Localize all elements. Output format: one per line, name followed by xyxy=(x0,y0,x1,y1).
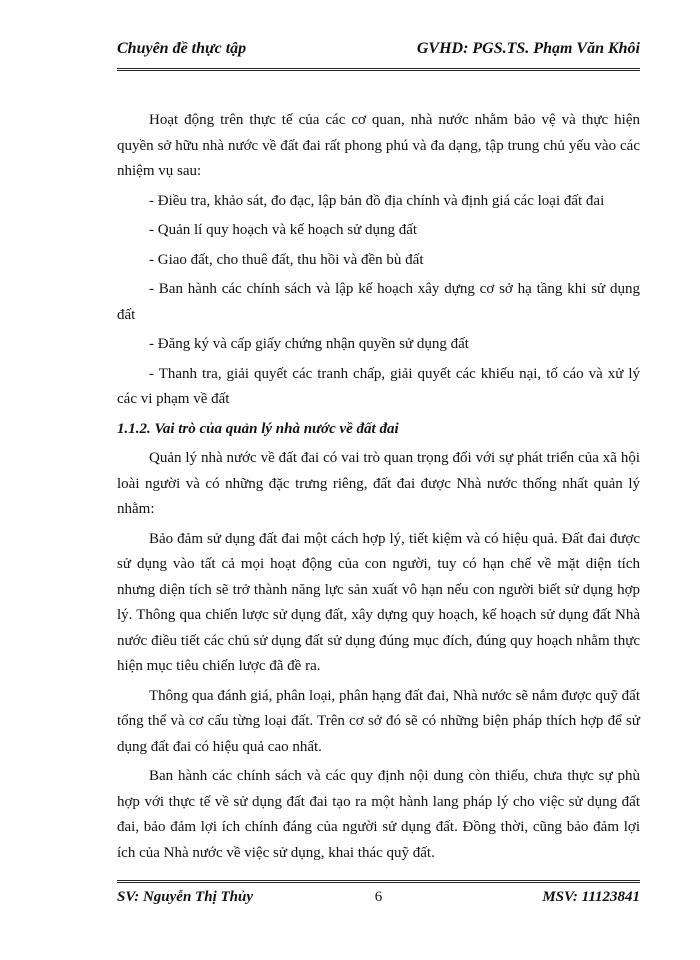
list-item: - Ban hành các chính sách và lập kế hoạch xây dựng cơ sở hạ tầng khi sử dụng đất xyxy=(117,281,640,323)
header-advisor: GVHD: PGS.TS. Phạm Văn Khôi xyxy=(416,40,640,57)
list-item: - Đăng ký và cấp giấy chứng nhận quyền sử dụng đất xyxy=(149,336,469,352)
list-item: - Điều tra, khảo sát, đo đạc, lập bản đồ địa chính và định giá các loại đất đai xyxy=(149,192,605,209)
list-item: - Quản lí quy hoạch và kế hoạch sử dụng đất xyxy=(149,222,418,238)
list-item: - Giao đất, cho thuê đất, thu hồi và đền bù đất xyxy=(149,251,424,268)
page-number: 6 xyxy=(374,889,383,905)
document-body xyxy=(117,108,640,866)
section-heading: 1.1.2. Vai trò của quản lý nhà nước về đất đai xyxy=(117,420,399,437)
page-header xyxy=(117,36,640,71)
body-paragraph: Ban hành các chính sách và các quy định nội dung còn thiếu, chưa thực sự phù hợp với thực tế về sử dụng đất đai tạo ra một hành lang pháp lý cho việc sử dụng đất đai, bảo đảm lợi ích chính đáng của người sử dụng đất. Đồng thời, cũng bảo đảm lợi ích của Nhà nước về việc sử dụng, khai thác quỹ đất. xyxy=(117,768,640,861)
page-footer xyxy=(117,880,640,913)
list-item: - Thanh tra, giải quyết các tranh chấp, giải quyết các khiếu nại, tố cáo và xử lý các vi phạm về đất xyxy=(117,365,640,407)
footer-student: SV: Nguyễn Thị Thủy xyxy=(117,889,253,905)
body-paragraph: Thông qua đánh giá, phân loại, phân hạng đất đai, Nhà nước sẽ nắm được quỹ đất tổng thể và cơ cấu từng loại đất. Trên cơ sở đó sẽ có những biện pháp thích hợp để sử dụng đất đai có hiệu quả cao nhất. xyxy=(117,687,640,755)
footer-student-id: MSV: 11123841 xyxy=(542,889,640,905)
body-paragraph: Quản lý nhà nước về đất đai có vai trò quan trọng đối với sự phát triển của xã hội loài người và có những đặc trưng riêng, đất đai được Nhà nước thống nhất quản lý nhằm: xyxy=(117,450,640,517)
header-title: Chuyên đề thực tập xyxy=(117,40,247,57)
body-paragraph: Bảo đảm sử dụng đất đai một cách hợp lý, tiết kiệm và có hiệu quả. Đất đai được sử dụng vào tất cả mọi hoạt động của con người, tuy có hạn chế về mặt diện tích nhưng diện tích sẽ trở thành năng lực sản xuất vô hạn nếu con người biết sử dụng hợp lý. Thông qua chiến lược sử dụng đất, xây dựng quy hoạch, kế hoạch sử dụng đất Nhà nước điều tiết các chủ sử dụng đất sử dụng đúng mục đích, đúng quy hoạch nhằm thực hiện mục tiêu chiến lược đã đề ra. xyxy=(117,530,640,674)
intro-paragraph: Hoạt động trên thực tế của các cơ quan, nhà nước nhằm bảo vệ và thực hiện quyền sở hữu nhà nước về đất đai rất phong phú và đa dạng, tập trung chủ yếu vào các nhiệm vụ sau: xyxy=(117,112,640,179)
